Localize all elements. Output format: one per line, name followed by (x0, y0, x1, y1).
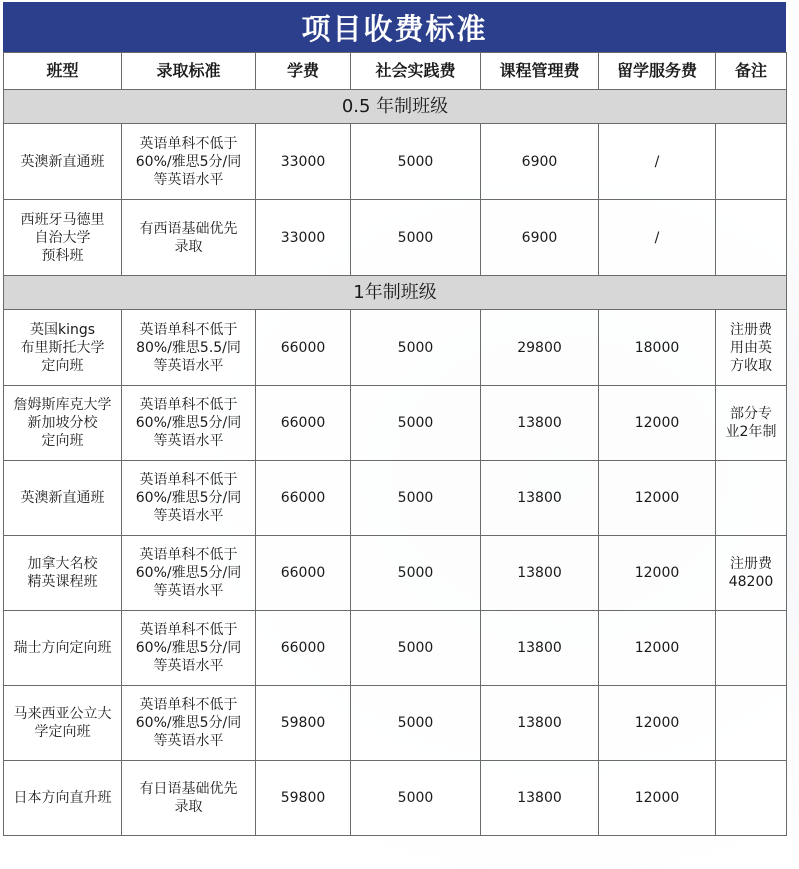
service-fee-cell-text: 12000 (634, 640, 680, 656)
admission-cell-text: 有西语基础优先 录取 (139, 220, 238, 255)
service-fee-cell (599, 761, 716, 836)
class-type-cell-text: 马来西亚公立大 学定向班 (13, 706, 112, 740)
admission-cell-text: 有日语基础优先 录取 (139, 781, 238, 815)
admission-cell (122, 536, 256, 611)
practice-fee-cell-text: 5000 (397, 339, 434, 356)
tuition-cell (256, 386, 351, 461)
course-fee-cell-text: 13800 (517, 715, 562, 731)
tuition-cell (256, 124, 351, 200)
course-fee-cell-text: 6900 (521, 153, 558, 170)
header-practice-fee: 社会实践费 (351, 53, 481, 90)
practice-fee-cell-text: 5000 (397, 490, 434, 506)
course-fee-cell (481, 310, 599, 386)
admission-cell (122, 686, 256, 761)
class-type-cell-text: 英澳新直通班 (20, 153, 105, 170)
section-label: 1年制班级 (4, 276, 787, 310)
course-fee-cell-text: 13800 (517, 565, 562, 581)
practice-fee-cell (351, 611, 481, 686)
header-course-fee: 课程管理费 (481, 53, 599, 90)
course-fee-cell-text: 13800 (517, 790, 562, 806)
service-fee-cell-text: / (654, 153, 660, 170)
fee-table-body (4, 53, 787, 836)
service-fee-cell-text: 12000 (634, 715, 680, 731)
class-type-cell-text: 詹姆斯库克大学 新加坡分校 定向班 (13, 397, 112, 449)
note-cell (716, 386, 787, 461)
admission-cell (122, 761, 256, 836)
tuition-cell-text: 59800 (280, 790, 326, 806)
class-type-cell-text: 西班牙马德里 自治大学 预科班 (20, 211, 105, 264)
note-cell (716, 461, 787, 536)
course-fee-cell-text: 13800 (517, 490, 562, 506)
table-row (4, 310, 787, 386)
class-type-cell-text: 英澳新直通班 (20, 490, 105, 506)
course-fee-cell-text: 13800 (517, 640, 562, 656)
note-cell-text: 注册费 用由英 方收取 (730, 321, 772, 374)
tuition-cell (256, 686, 351, 761)
practice-fee-cell (351, 536, 481, 611)
practice-fee-cell (351, 386, 481, 461)
service-fee-cell-text: 12000 (634, 490, 680, 506)
header-note: 备注 (716, 53, 787, 90)
tuition-cell (256, 461, 351, 536)
course-fee-cell-text: 6900 (521, 229, 558, 246)
practice-fee-cell (351, 461, 481, 536)
class-type-cell-text: 英国kings 布里斯托大学 定向班 (20, 321, 105, 374)
note-cell (716, 124, 787, 200)
practice-fee-cell (351, 761, 481, 836)
admission-cell-text: 英语单科不低于 60%/雅思5分/同 等英语水平 (135, 547, 242, 599)
class-type-cell (4, 461, 122, 536)
service-fee-cell (599, 611, 716, 686)
admission-cell-text: 英语单科不低于 80%/雅思5.5/同 等英语水平 (136, 321, 241, 374)
service-fee-cell (599, 310, 716, 386)
tuition-cell (256, 611, 351, 686)
practice-fee-cell-text: 5000 (397, 790, 434, 806)
course-fee-cell (481, 686, 599, 761)
table-row (4, 536, 787, 611)
service-fee-cell-text: 12000 (634, 790, 680, 806)
course-fee-cell (481, 200, 599, 276)
section-label: 0.5 年制班级 (4, 90, 787, 124)
fee-table (3, 52, 787, 836)
practice-fee-cell-text: 5000 (397, 229, 434, 246)
header-admission: 录取标准 (122, 53, 256, 90)
class-type-cell (4, 536, 122, 611)
table-row (4, 686, 787, 761)
section-row (4, 90, 787, 124)
tuition-cell-text: 66000 (280, 490, 326, 506)
service-fee-cell-text: 12000 (634, 415, 680, 431)
admission-cell (122, 461, 256, 536)
note-cell (716, 200, 787, 276)
tuition-cell (256, 761, 351, 836)
class-type-cell (4, 761, 122, 836)
class-type-cell (4, 611, 122, 686)
admission-cell-text: 英语单科不低于 60%/雅思5分/同 等英语水平 (135, 397, 242, 449)
service-fee-cell (599, 200, 716, 276)
tuition-cell (256, 200, 351, 276)
tuition-cell-text: 66000 (280, 640, 326, 656)
service-fee-cell (599, 461, 716, 536)
practice-fee-cell-text: 5000 (397, 153, 434, 170)
service-fee-cell (599, 686, 716, 761)
class-type-cell (4, 310, 122, 386)
tuition-cell-text: 66000 (280, 565, 326, 581)
practice-fee-cell (351, 124, 481, 200)
practice-fee-cell (351, 686, 481, 761)
class-type-cell-text: 瑞士方向定向班 (13, 640, 112, 656)
table-row (4, 611, 787, 686)
header-tuition: 学费 (256, 53, 351, 90)
admission-cell-text: 英语单科不低于 60%/雅思5分/同 等英语水平 (135, 135, 242, 188)
note-cell-text: 部分专 业2年制 (725, 406, 777, 440)
table-row (4, 761, 787, 836)
admission-cell (122, 386, 256, 461)
table-row (4, 386, 787, 461)
course-fee-cell (481, 386, 599, 461)
course-fee-cell (481, 461, 599, 536)
page-title: 项目收费标准 (3, 2, 786, 52)
course-fee-cell (481, 124, 599, 200)
header-row (4, 53, 787, 90)
note-cell (716, 536, 787, 611)
service-fee-cell (599, 386, 716, 461)
practice-fee-cell-text: 5000 (397, 640, 434, 656)
course-fee-cell-text: 13800 (517, 415, 562, 431)
class-type-cell-text: 加拿大名校 精英课程班 (27, 556, 98, 590)
tuition-cell (256, 536, 351, 611)
admission-cell (122, 124, 256, 200)
service-fee-cell-text: 12000 (634, 565, 680, 581)
admission-cell-text: 英语单科不低于 60%/雅思5分/同 等英语水平 (135, 472, 242, 524)
class-type-cell (4, 686, 122, 761)
practice-fee-cell (351, 200, 481, 276)
service-fee-cell-text: 18000 (634, 339, 680, 356)
course-fee-cell (481, 761, 599, 836)
header-service-fee: 留学服务费 (599, 53, 716, 90)
admission-cell-text: 英语单科不低于 60%/雅思5分/同 等英语水平 (135, 697, 242, 749)
practice-fee-cell-text: 5000 (397, 415, 434, 431)
tuition-cell-text: 33000 (280, 229, 326, 246)
tuition-cell-text: 66000 (280, 415, 326, 431)
tuition-cell-text: 66000 (280, 339, 326, 356)
service-fee-cell (599, 536, 716, 611)
service-fee-cell-text: / (654, 229, 660, 246)
table-row (4, 124, 787, 200)
table-row (4, 200, 787, 276)
class-type-cell (4, 200, 122, 276)
admission-cell-text: 英语单科不低于 60%/雅思5分/同 等英语水平 (135, 622, 242, 674)
class-type-cell-text: 日本方向直升班 (13, 790, 112, 806)
class-type-cell (4, 124, 122, 200)
admission-cell (122, 200, 256, 276)
class-type-cell (4, 386, 122, 461)
admission-cell (122, 611, 256, 686)
practice-fee-cell (351, 310, 481, 386)
course-fee-cell (481, 536, 599, 611)
note-cell (716, 686, 787, 761)
note-cell (716, 611, 787, 686)
table-row (4, 461, 787, 536)
section-row (4, 276, 787, 310)
practice-fee-cell-text: 5000 (397, 565, 434, 581)
course-fee-cell (481, 611, 599, 686)
tuition-cell-text: 33000 (280, 153, 326, 170)
practice-fee-cell-text: 5000 (397, 715, 434, 731)
service-fee-cell (599, 124, 716, 200)
course-fee-cell-text: 29800 (517, 339, 562, 356)
note-cell (716, 310, 787, 386)
note-cell (716, 761, 787, 836)
tuition-cell (256, 310, 351, 386)
header-class-type: 班型 (4, 53, 122, 90)
admission-cell (122, 310, 256, 386)
note-cell-text: 注册费 48200 (728, 556, 774, 590)
tuition-cell-text: 59800 (280, 715, 326, 731)
